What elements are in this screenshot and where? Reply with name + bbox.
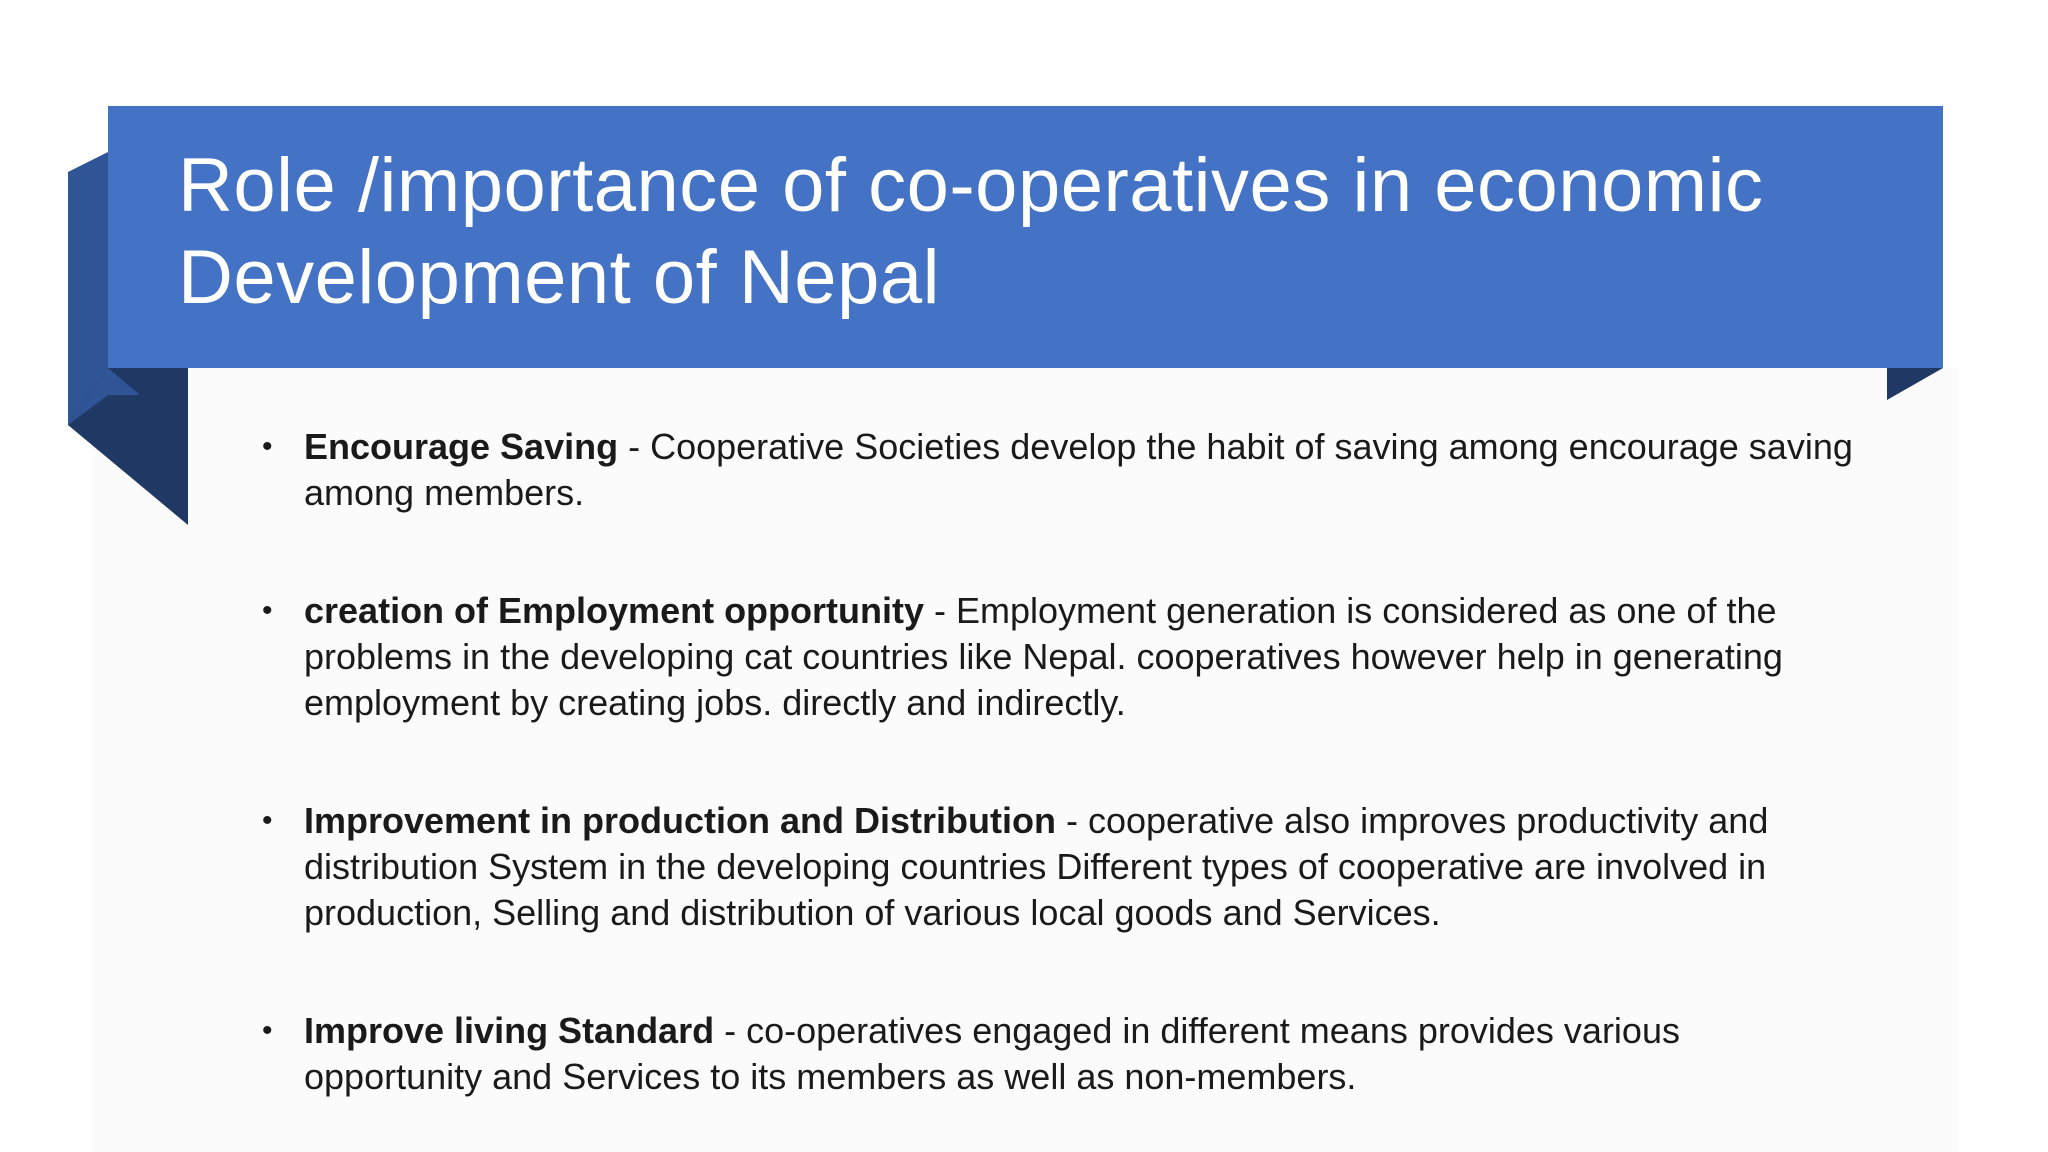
bullet-text: - Cooperative Societies develop the habit of saving among encourage saving among members. — [304, 426, 1853, 513]
bullet-dot: • — [262, 1014, 273, 1047]
bullet-dot: • — [262, 430, 273, 463]
bullet-term: Improvement in production and Distribution — [304, 800, 1056, 841]
bullet-item-production-distribution — [262, 798, 1862, 936]
bullet-text: - co-operatives engaged in different means provides various opportunity and Services to its members as well as non-members. — [304, 1010, 1680, 1097]
bullet-dot: • — [262, 594, 273, 627]
bullet-item-living-standard — [262, 1008, 1862, 1100]
bullet-text: - Employment generation is considered as one of the problems in the developing cat countries like Nepal. cooperatives however help in generating employment by creating jobs. directly and indirectly. — [304, 590, 1783, 723]
bullet-item-encourage-saving — [262, 424, 1862, 516]
bullet-term: creation of Employment opportunity — [304, 590, 925, 631]
bullet-list — [262, 424, 1862, 1100]
slide-title: Role /importance of co-operatives in economic Development of Nepal — [178, 143, 1764, 320]
bullet-dot: • — [262, 804, 273, 837]
bullet-term: Improve living Standard — [304, 1010, 715, 1051]
bullet-item-employment — [262, 588, 1862, 726]
bullet-term: Encourage Saving — [304, 426, 619, 467]
bullet-text: - cooperative also improves productivity and distribution System in the developing countries Different types of cooperative are involved in production, Selling and distribution of various local goods and Services. — [304, 800, 1769, 933]
